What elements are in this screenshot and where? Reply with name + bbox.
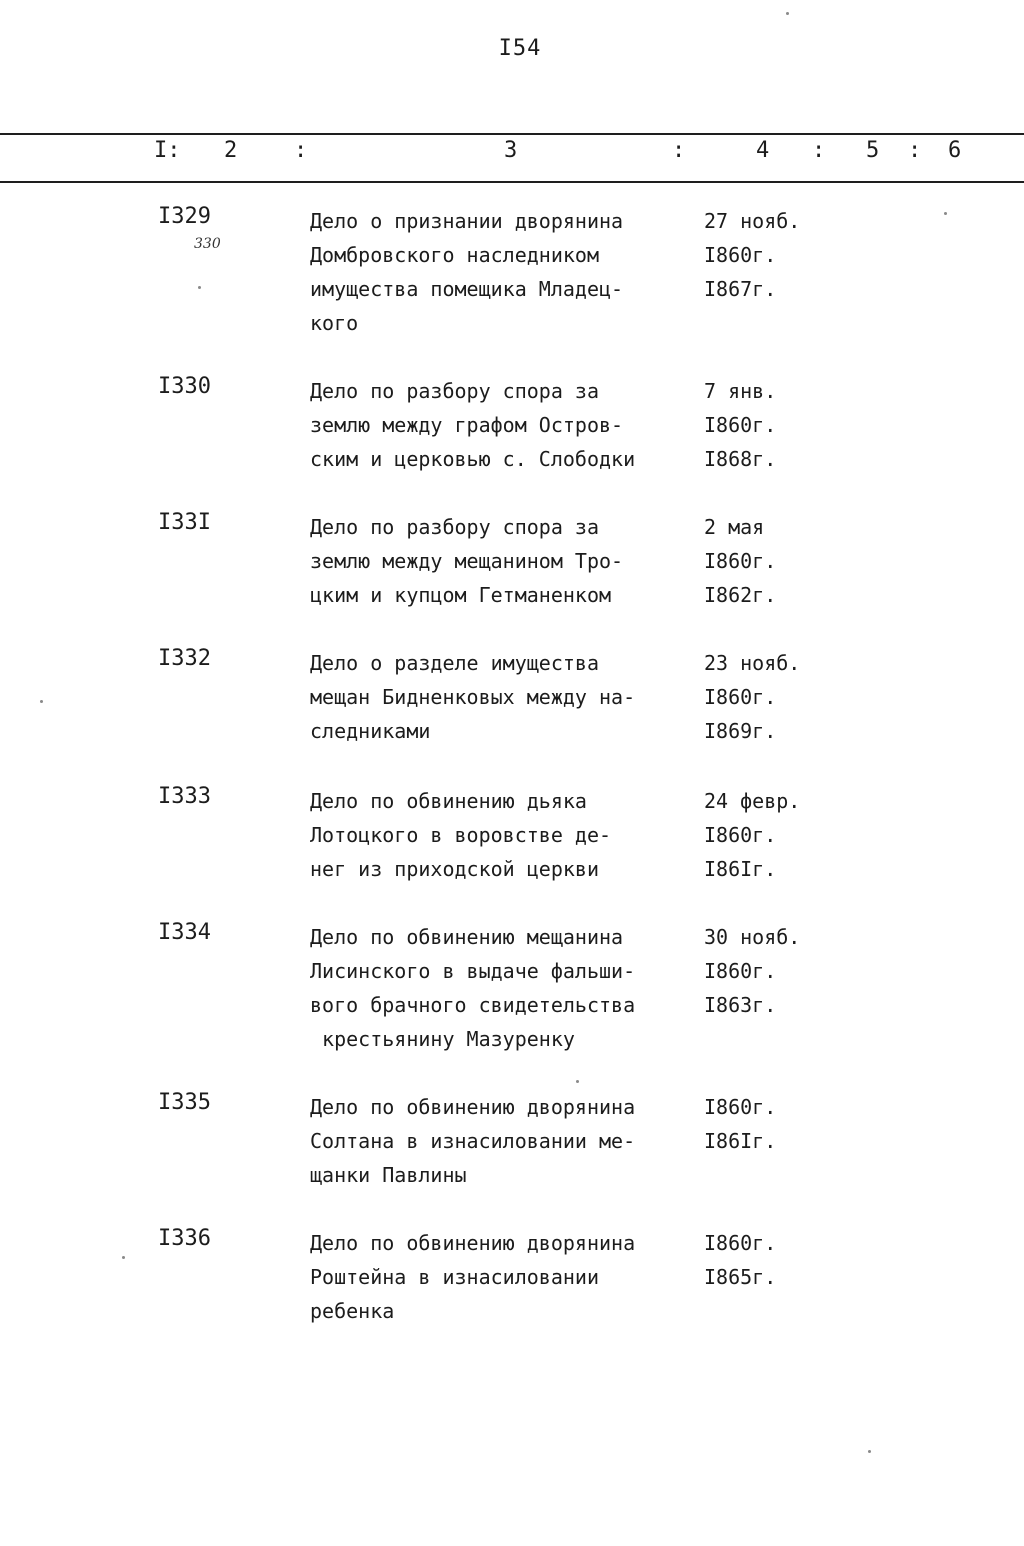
speck bbox=[944, 212, 947, 215]
description-line: кого bbox=[310, 311, 359, 335]
entry-dates bbox=[704, 374, 844, 476]
description-line: землю между мещанином Тро- bbox=[310, 549, 624, 573]
entry-number: I332 bbox=[158, 646, 211, 671]
description-line: Дело о разделе имущества bbox=[310, 651, 599, 675]
date-line: 23 нояб. bbox=[704, 651, 801, 675]
entry-number: I335 bbox=[158, 1090, 211, 1115]
date-line: 27 нояб. bbox=[704, 209, 801, 233]
column-header-2: 2 bbox=[224, 138, 238, 163]
date-line: I865г. bbox=[704, 1265, 777, 1289]
entry-number: I334 bbox=[158, 920, 211, 945]
entry-number: I33I bbox=[158, 510, 211, 535]
date-line: I86Iг. bbox=[704, 857, 777, 881]
description-line: ским и церковью с. Слободки bbox=[310, 447, 636, 471]
column-header-5: 5 bbox=[866, 138, 880, 163]
entry-number: I333 bbox=[158, 784, 211, 809]
description-line: ребенка bbox=[310, 1299, 395, 1323]
description-line: мещан Бидненковых между на- bbox=[310, 685, 636, 709]
handwritten-note: 330 bbox=[194, 236, 221, 252]
entry-dates bbox=[704, 204, 844, 306]
description-line: Дело по обвинению дьяка bbox=[310, 789, 587, 813]
entry-dates bbox=[704, 510, 844, 612]
description-line: Дело о признании дворянина bbox=[310, 209, 624, 233]
date-line: I86Iг. bbox=[704, 1129, 777, 1153]
date-line: I862г. bbox=[704, 583, 777, 607]
date-line: I860г. bbox=[704, 549, 777, 573]
date-line: 2 мая bbox=[704, 515, 765, 539]
column-header-6: 6 bbox=[948, 138, 962, 163]
entry-description bbox=[310, 646, 710, 748]
entry-number: I336 bbox=[158, 1226, 211, 1251]
entry-description bbox=[310, 204, 710, 340]
date-line: I867г. bbox=[704, 277, 777, 301]
description-line: цким и купцом Гетманенком bbox=[310, 583, 612, 607]
date-line: I860г. bbox=[704, 1231, 777, 1255]
date-line: I863г. bbox=[704, 993, 777, 1017]
column-separator: : bbox=[672, 138, 686, 163]
description-line: Дело по разбору спора за bbox=[310, 379, 599, 403]
date-line: 7 янв. bbox=[704, 379, 777, 403]
speck bbox=[868, 1450, 871, 1453]
description-line: Лотоцкого в воровстве де- bbox=[310, 823, 612, 847]
entry-description bbox=[310, 1090, 710, 1192]
description-line: Дело по обвинению дворянина bbox=[310, 1231, 636, 1255]
date-line: I860г. bbox=[704, 959, 777, 983]
column-header-4: 4 bbox=[756, 138, 770, 163]
description-line: нег из приходской церкви bbox=[310, 857, 599, 881]
entry-description bbox=[310, 374, 710, 476]
entry-description bbox=[310, 1226, 710, 1328]
entry-description bbox=[310, 920, 710, 1056]
description-line: Роштейна в изнасиловании bbox=[310, 1265, 599, 1289]
date-line: I860г. bbox=[704, 685, 777, 709]
description-line: Дело по разбору спора за bbox=[310, 515, 599, 539]
entry-number: I329 bbox=[158, 204, 211, 229]
header-rule-bottom bbox=[0, 181, 1024, 183]
entry-dates bbox=[704, 920, 844, 1022]
date-line: I860г. bbox=[704, 823, 777, 847]
column-separator: : bbox=[294, 138, 308, 163]
entry-description bbox=[310, 784, 710, 886]
speck bbox=[40, 700, 43, 703]
date-line: I869г. bbox=[704, 719, 777, 743]
column-separator: : bbox=[908, 138, 922, 163]
description-line: Дело по обвинению мещанина bbox=[310, 925, 624, 949]
entry-description bbox=[310, 510, 710, 612]
column-header-1: I: bbox=[154, 138, 181, 163]
speck bbox=[576, 1080, 579, 1083]
column-separator: : bbox=[812, 138, 826, 163]
entry-dates bbox=[704, 1226, 844, 1294]
date-line: 30 нояб. bbox=[704, 925, 801, 949]
speck bbox=[198, 286, 201, 289]
speck bbox=[122, 1256, 125, 1259]
date-line: I868г. bbox=[704, 447, 777, 471]
header-rule-top bbox=[0, 133, 1024, 135]
entry-dates bbox=[704, 646, 844, 748]
entry-number: I330 bbox=[158, 374, 211, 399]
date-line: I860г. bbox=[704, 413, 777, 437]
description-line: щанки Павлины bbox=[310, 1163, 467, 1187]
description-line: землю между графом Остров- bbox=[310, 413, 624, 437]
description-line: Солтана в изнасиловании ме- bbox=[310, 1129, 636, 1153]
description-line: имущества помещика Младец- bbox=[310, 277, 624, 301]
entry-dates bbox=[704, 1090, 844, 1158]
entry-dates bbox=[704, 784, 844, 886]
description-line: Домбровского наследником bbox=[310, 243, 599, 267]
description-line: следниками bbox=[310, 719, 431, 743]
description-line: вого брачного свидетельства bbox=[310, 993, 636, 1017]
date-line: I860г. bbox=[704, 1095, 777, 1119]
description-line: Дело по обвинению дворянина bbox=[310, 1095, 636, 1119]
description-line: крестьянину Мазуренку bbox=[310, 1027, 575, 1051]
date-line: I860г. bbox=[704, 243, 777, 267]
date-line: 24 февр. bbox=[704, 789, 801, 813]
column-header-3: 3 bbox=[504, 138, 518, 163]
description-line: Лисинского в выдаче фальши- bbox=[310, 959, 636, 983]
page-number: I54 bbox=[498, 36, 542, 61]
speck bbox=[786, 12, 789, 15]
